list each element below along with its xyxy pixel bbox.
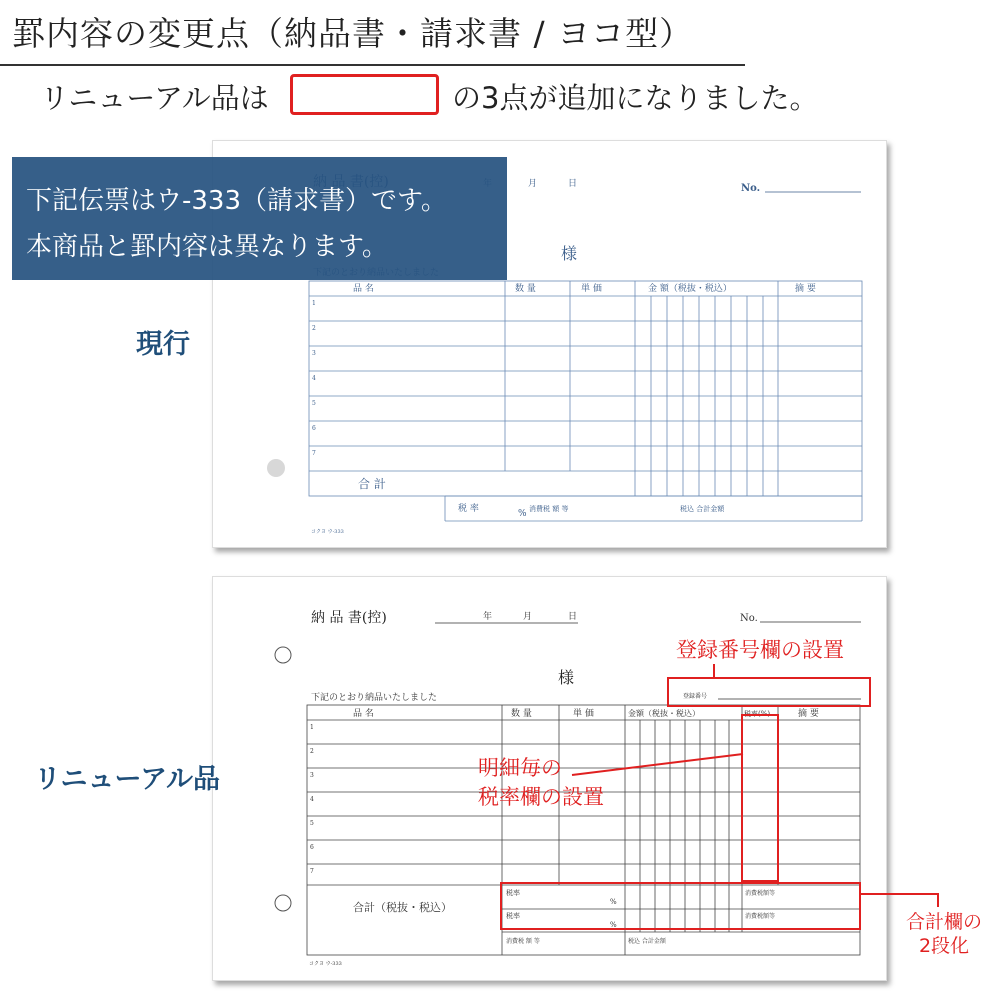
form-sama: 様 bbox=[558, 668, 575, 687]
tax-rate-label: 税 率 bbox=[458, 504, 479, 514]
col-remarks: 摘 要 bbox=[795, 284, 816, 294]
col-amount: 金 額（税抜・税込） bbox=[648, 284, 732, 294]
total-label: 合 計 bbox=[358, 477, 386, 491]
tax-rate-label-1: 税率 bbox=[506, 889, 520, 897]
row-number: 4 bbox=[312, 375, 316, 382]
row-number: 3 bbox=[312, 350, 316, 357]
form-no: No. bbox=[740, 613, 758, 624]
row-number: 6 bbox=[310, 844, 314, 851]
highlight-box-placeholder bbox=[290, 74, 439, 115]
tax-incl-total-label: 税込 合計金額 bbox=[628, 938, 666, 945]
intro-prefix: リニューアル品は bbox=[40, 81, 269, 115]
notice-line-2: 本商品と罫内容は異なります。 bbox=[26, 232, 388, 262]
row-number: 5 bbox=[312, 400, 316, 407]
annotation-line-tax-1: 明細毎の bbox=[478, 756, 562, 780]
form-year: 年 bbox=[483, 612, 493, 622]
percent-label: % bbox=[518, 509, 527, 519]
form-code: コクヨ ウ-333 bbox=[309, 961, 342, 967]
col-price: 単 価 bbox=[581, 284, 602, 294]
notice-line-1: 下記伝票はウ-333（請求書）です。 bbox=[26, 186, 447, 216]
punch-hole-icon bbox=[275, 895, 291, 911]
title-underline bbox=[0, 64, 745, 66]
highlight-total-rows bbox=[500, 882, 861, 930]
leader-line-total-v bbox=[937, 893, 939, 907]
col-remarks: 摘 要 bbox=[798, 709, 819, 719]
annotation-reg-field: 登録番号欄の設置 bbox=[676, 638, 844, 662]
tax-amount-label: 消費税 額 等 bbox=[506, 938, 540, 945]
col-item: 品 名 bbox=[353, 709, 374, 719]
tax-amount-label-2: 消費税額等 bbox=[745, 913, 776, 920]
row-number: 6 bbox=[312, 425, 316, 432]
form-day: 日 bbox=[568, 179, 578, 189]
annotation-line-tax-2: 税率欄の設置 bbox=[478, 785, 604, 809]
col-item: 品 名 bbox=[353, 284, 374, 294]
percent-label-2: % bbox=[610, 921, 617, 929]
form-month: 月 bbox=[528, 179, 538, 189]
tax-amount-label-1: 消費税額等 bbox=[745, 890, 776, 897]
punch-hole-icon bbox=[275, 647, 291, 663]
row-number: 7 bbox=[310, 868, 314, 875]
form-day: 日 bbox=[568, 612, 578, 622]
reg-no-label: 登録番号 bbox=[683, 693, 708, 700]
tax-incl-total-label: 税込 合計金額 bbox=[680, 505, 725, 513]
percent-label-1: % bbox=[610, 898, 617, 906]
row-number: 2 bbox=[312, 325, 316, 332]
annotation-total bbox=[888, 910, 1000, 958]
intro-suffix: の3点が追加になりました。 bbox=[452, 81, 819, 115]
row-number: 7 bbox=[312, 450, 316, 457]
row-number: 1 bbox=[312, 300, 316, 307]
col-qty: 数 量 bbox=[511, 709, 532, 719]
form-month: 月 bbox=[523, 612, 533, 622]
row-number: 3 bbox=[310, 772, 314, 779]
col-amount: 金額（税抜・税込） bbox=[628, 709, 700, 718]
form-sama: 様 bbox=[561, 244, 578, 263]
form-no: No. bbox=[741, 183, 761, 194]
col-taxrate: 税率(%) bbox=[744, 710, 771, 718]
current-label: 現行 bbox=[136, 329, 190, 360]
row-number: 5 bbox=[310, 820, 314, 827]
punch-hole-icon bbox=[267, 459, 285, 477]
leader-line-reg bbox=[713, 664, 715, 678]
row-number: 2 bbox=[310, 748, 314, 755]
leader-line-tax bbox=[570, 750, 750, 780]
form-note: 下記のとおり納品いたしました bbox=[311, 693, 438, 703]
highlight-taxrate-column bbox=[741, 714, 779, 882]
renewal-label: リニューアル品 bbox=[34, 764, 221, 795]
annotation-total-1: 合計欄の bbox=[905, 911, 982, 933]
form-code: コクヨ ウ-333 bbox=[311, 529, 344, 535]
tax-amount-label: 消費税 額 等 bbox=[529, 505, 569, 513]
total-label: 合計（税抜・税込） bbox=[353, 901, 452, 914]
highlight-reg-field bbox=[667, 677, 871, 707]
annotation-total-2: 2段化 bbox=[918, 935, 970, 957]
tax-rate-label-2: 税率 bbox=[506, 912, 520, 920]
leader-line-total-h bbox=[861, 893, 939, 895]
row-number: 4 bbox=[310, 796, 314, 803]
form-title: 納 品 書(控) bbox=[311, 610, 387, 626]
row-number: 1 bbox=[310, 724, 314, 731]
col-price: 単 価 bbox=[573, 709, 594, 719]
page-title: 罫内容の変更点（納品書・請求書 / ヨコ型） bbox=[12, 14, 694, 53]
col-qty: 数 量 bbox=[515, 284, 536, 294]
